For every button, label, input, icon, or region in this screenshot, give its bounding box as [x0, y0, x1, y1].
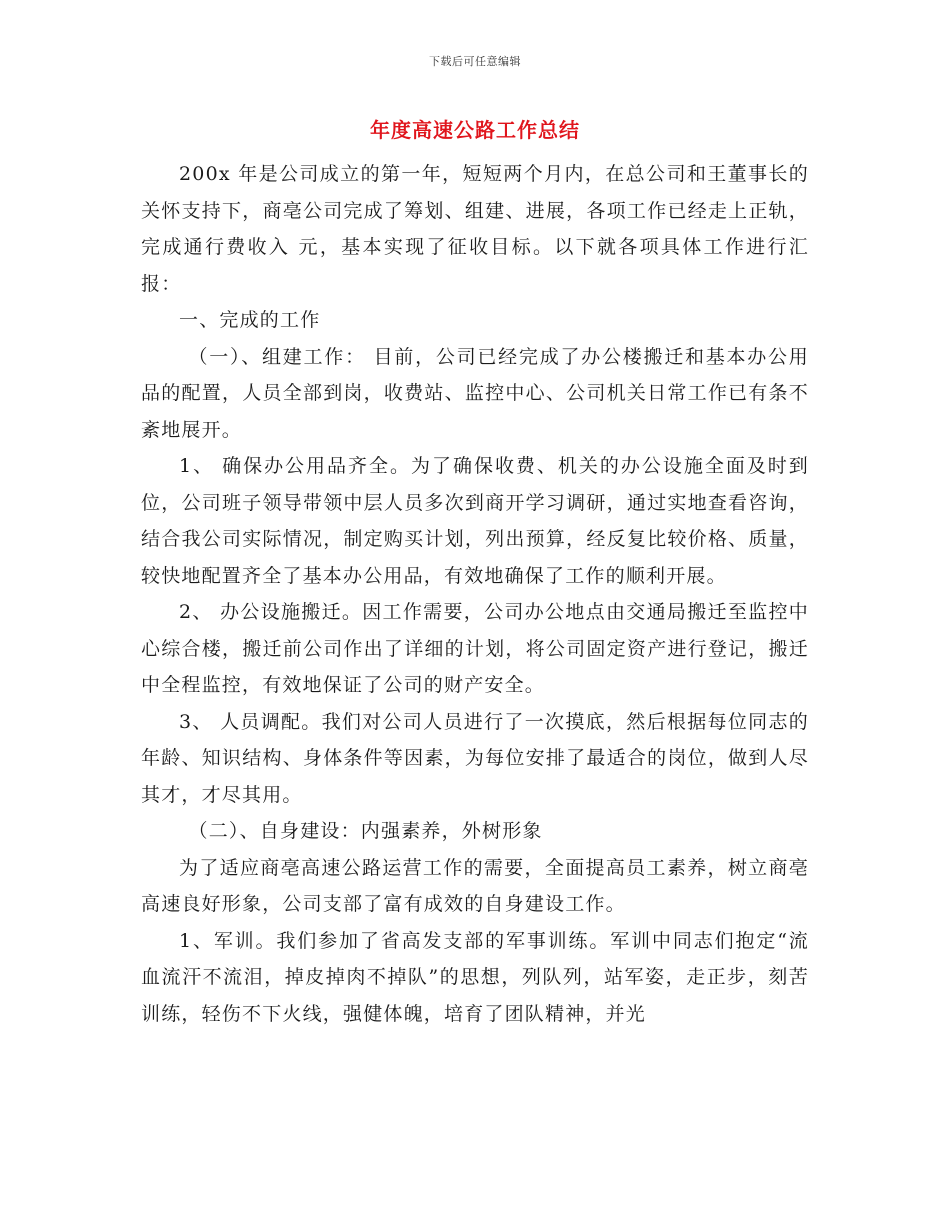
paragraph-self-building-intro: 为了适应商亳高速公路运营工作的需要，全面提高员工素养，树立商亳高速良好形象，公司支部了富有成效的自身建设工作。: [141, 856, 809, 915]
subsection-organization: （一）、组建工作： 目前，公司已经完成了办公楼搬迁和基本办公用品的配置，人员全部到岗，收费站、监控中心、公司机关日常工作已有条不紊地展开。: [141, 345, 809, 441]
header-note: 下载后可任意编辑: [429, 55, 521, 68]
document-body: [141, 156, 809, 1032]
subsection-self-building: （二）、自身建设：内强素养，外树形象: [188, 820, 543, 842]
section-heading-completed-work: 一、完成的工作: [179, 309, 321, 331]
document-title: 年度高速公路工作总结: [370, 118, 580, 142]
paragraph-item-3: 3、 人员调配。我们对公司人员进行了一次摸底，然后根据每位同志的年龄、知识结构、身体条件等因素，为每位安排了最适合的岗位，做到人尽其才，才尽其用。: [141, 710, 809, 806]
paragraph-item-1: 1、 确保办公用品齐全。为了确保收费、机关的办公设施全面及时到位，公司班子领导带领中层人员多次到商开学习调研，通过实地查看咨询，结合我公司实际情况，制定购买计划，列出预算，经反复比较价格、质量，较快地配置齐全了基本办公用品，有效地确保了工作的顺利开展。: [141, 455, 809, 587]
paragraph-military-training: 1、军训。我们参加了省高发支部的军事训练。军训中同志们抱定“流血流汗不流泪，掉皮掉肉不掉队”的思想，列队列，站军姿，走正步，刻苦训练，轻伤不下火线，强健体魄，培育了团队精神，并光: [141, 929, 809, 1025]
paragraph-intro: 200x 年是公司成立的第一年，短短两个月内，在总公司和王董事长的关怀支持下，商亳公司完成了筹划、组建、进展，各项工作已经走上正轨，完成通行费收入 元，基本实现了征收目标。以下就各项具体工作进行汇报：: [141, 163, 809, 295]
paragraph-item-2: 2、 办公设施搬迁。因工作需要，公司办公地点由交通局搬迁至监控中心综合楼，搬迁前公司作出了详细的计划，将公司固定资产进行登记，搬迁中全程监控，有效地保证了公司的财产安全。: [141, 601, 809, 696]
